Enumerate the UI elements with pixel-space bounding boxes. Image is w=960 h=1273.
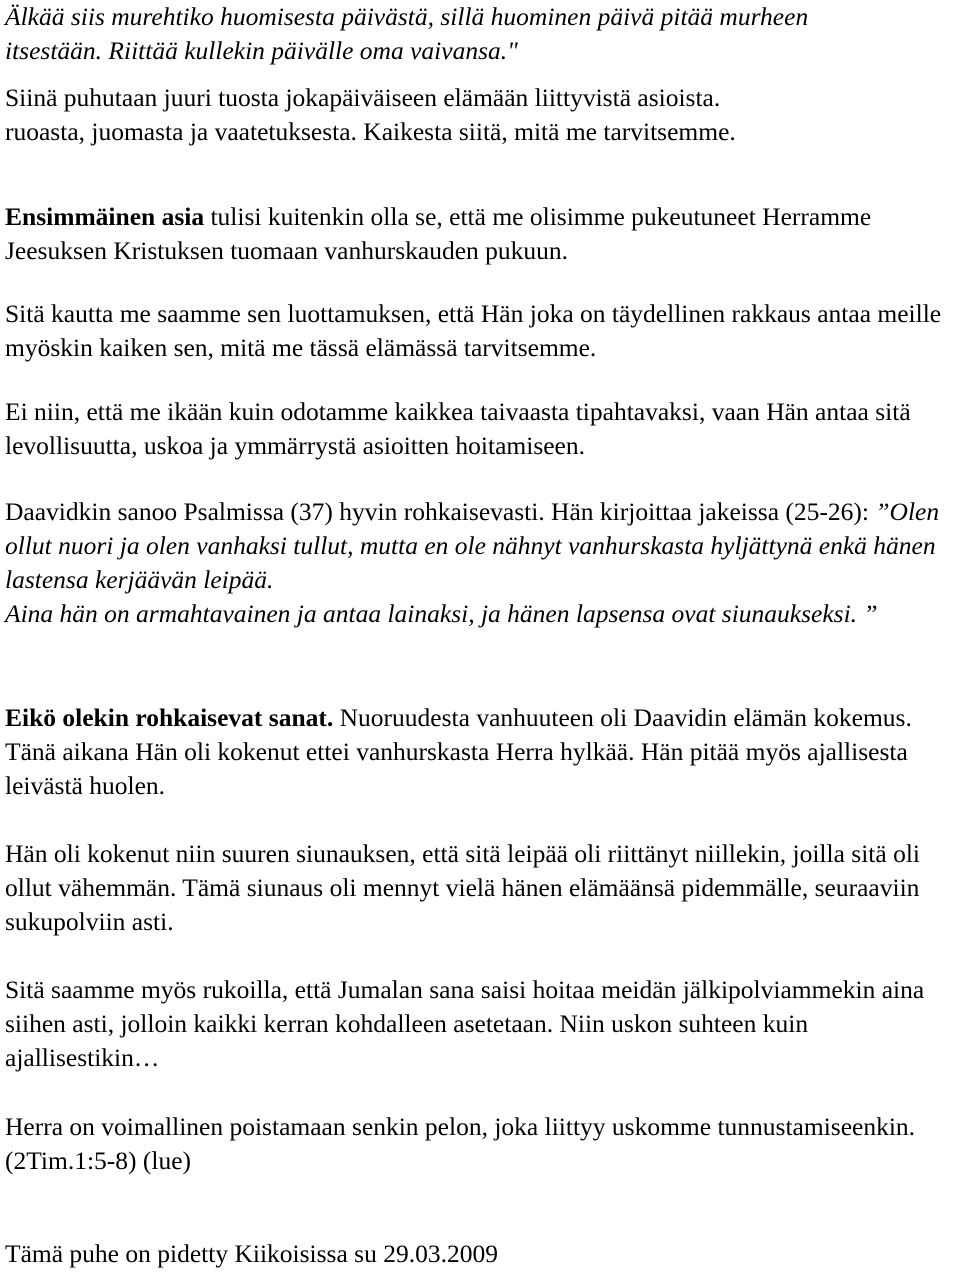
psalm-intro: Daavidkin sanoo Psalmissa (37) hyvin rohkaisevasti. Hän kirjoittaa jakeissa (25-26): bbox=[5, 497, 876, 526]
prayer-paragraph: Sitä saamme myös rukoilla, että Jumalan sana saisi hoitaa meidän jälkipolviammekin aina siihen asti, jolloin kaikki kerran kohdalleen asetetaan. Niin uskon suhteen kuin ajallisestikin… bbox=[5, 975, 925, 1072]
first-thing-emphasis: Ensimmäinen asia bbox=[5, 202, 205, 231]
daily-life-paragraph bbox=[5, 81, 956, 149]
blessing-paragraph: Hän oli kokenut niin suuren siunauksen, että sitä leipää oli riittänyt niillekin, joilla sitä oli ollut vähemmän. Tämä siunaus oli mennyt vielä hänen elämäänsä pidemmälle, seuraaviin sukupolviin asti. bbox=[5, 839, 920, 936]
daily-life-line-2: ruoasta, juomasta ja vaatetuksesta. Kaikesta siitä, mitä me tarvitsemme. bbox=[5, 117, 736, 146]
encouraging-text: Nuoruudesta vanhuuteen oli Daavidin elämän kokemus. Tänä aikana Hän oli kokenut ettei vanhurskasta Herra hylkää. Hän pitää myös ajallisesta leivästä huolen. bbox=[5, 703, 912, 800]
psalm-quote-2: Aina hän on armahtavainen ja antaa lainaksi, ja hänen lapsensa ovat siunaukseksi. ” bbox=[5, 599, 878, 628]
daily-life-line-1: Siinä puhutaan juuri tuosta jokapäiväiseen elämään liittyvistä asioista. bbox=[5, 83, 721, 112]
encouraging-words-paragraph bbox=[5, 701, 956, 803]
trust-paragraph: Sitä kautta me saamme sen luottamuksen, että Hän joka on täydellinen rakkaus antaa meille myöskin kaiken sen, mitä me tässä elämässä tarvitsemme. bbox=[5, 299, 942, 362]
sermon-footer: Tämä puhe on pidetty Kiikoisissa su 29.03.2009 bbox=[5, 1239, 498, 1268]
opening-quote-line-1: Älkää siis murehtiko huomisesta päivästä, sillä huominen päivä pitää murheen bbox=[5, 2, 809, 31]
first-thing-text: tulisi kuitenkin olla se, että me olisimme pukeutuneet Herramme Jeesuksen Kristuksen tuomaan vanhurskauden pukuun. bbox=[5, 202, 872, 265]
confession-paragraph: Herra on voimallinen poistamaan senkin pelon, joka liittyy uskomme tunnustamiseenkin. (2Tim.1:5-8) (lue) bbox=[5, 1112, 916, 1175]
opening-quote-paragraph bbox=[5, 0, 956, 68]
psalm-quote-1: ”Olen ollut nuori ja olen vanhaksi tullut, mutta en ole nähnyt vanhurskasta hyljättynä enkä hänen lastensa kerjäävän leipää. bbox=[5, 497, 940, 594]
encouraging-emphasis: Eikö olekin rohkaisevat sanat. bbox=[5, 703, 334, 732]
psalm-paragraph bbox=[5, 495, 956, 631]
calmness-paragraph: Ei niin, että me ikään kuin odotamme kaikkea taivaasta tipahtavaksi, vaan Hän antaa sitä levollisuutta, uskoa ja ymmärrystä asioitten hoitamiseen. bbox=[5, 397, 911, 460]
opening-quote-line-2: itsestään. Riittää kullekin päivälle oma vaivansa." bbox=[5, 36, 518, 65]
first-thing-paragraph bbox=[5, 200, 956, 268]
